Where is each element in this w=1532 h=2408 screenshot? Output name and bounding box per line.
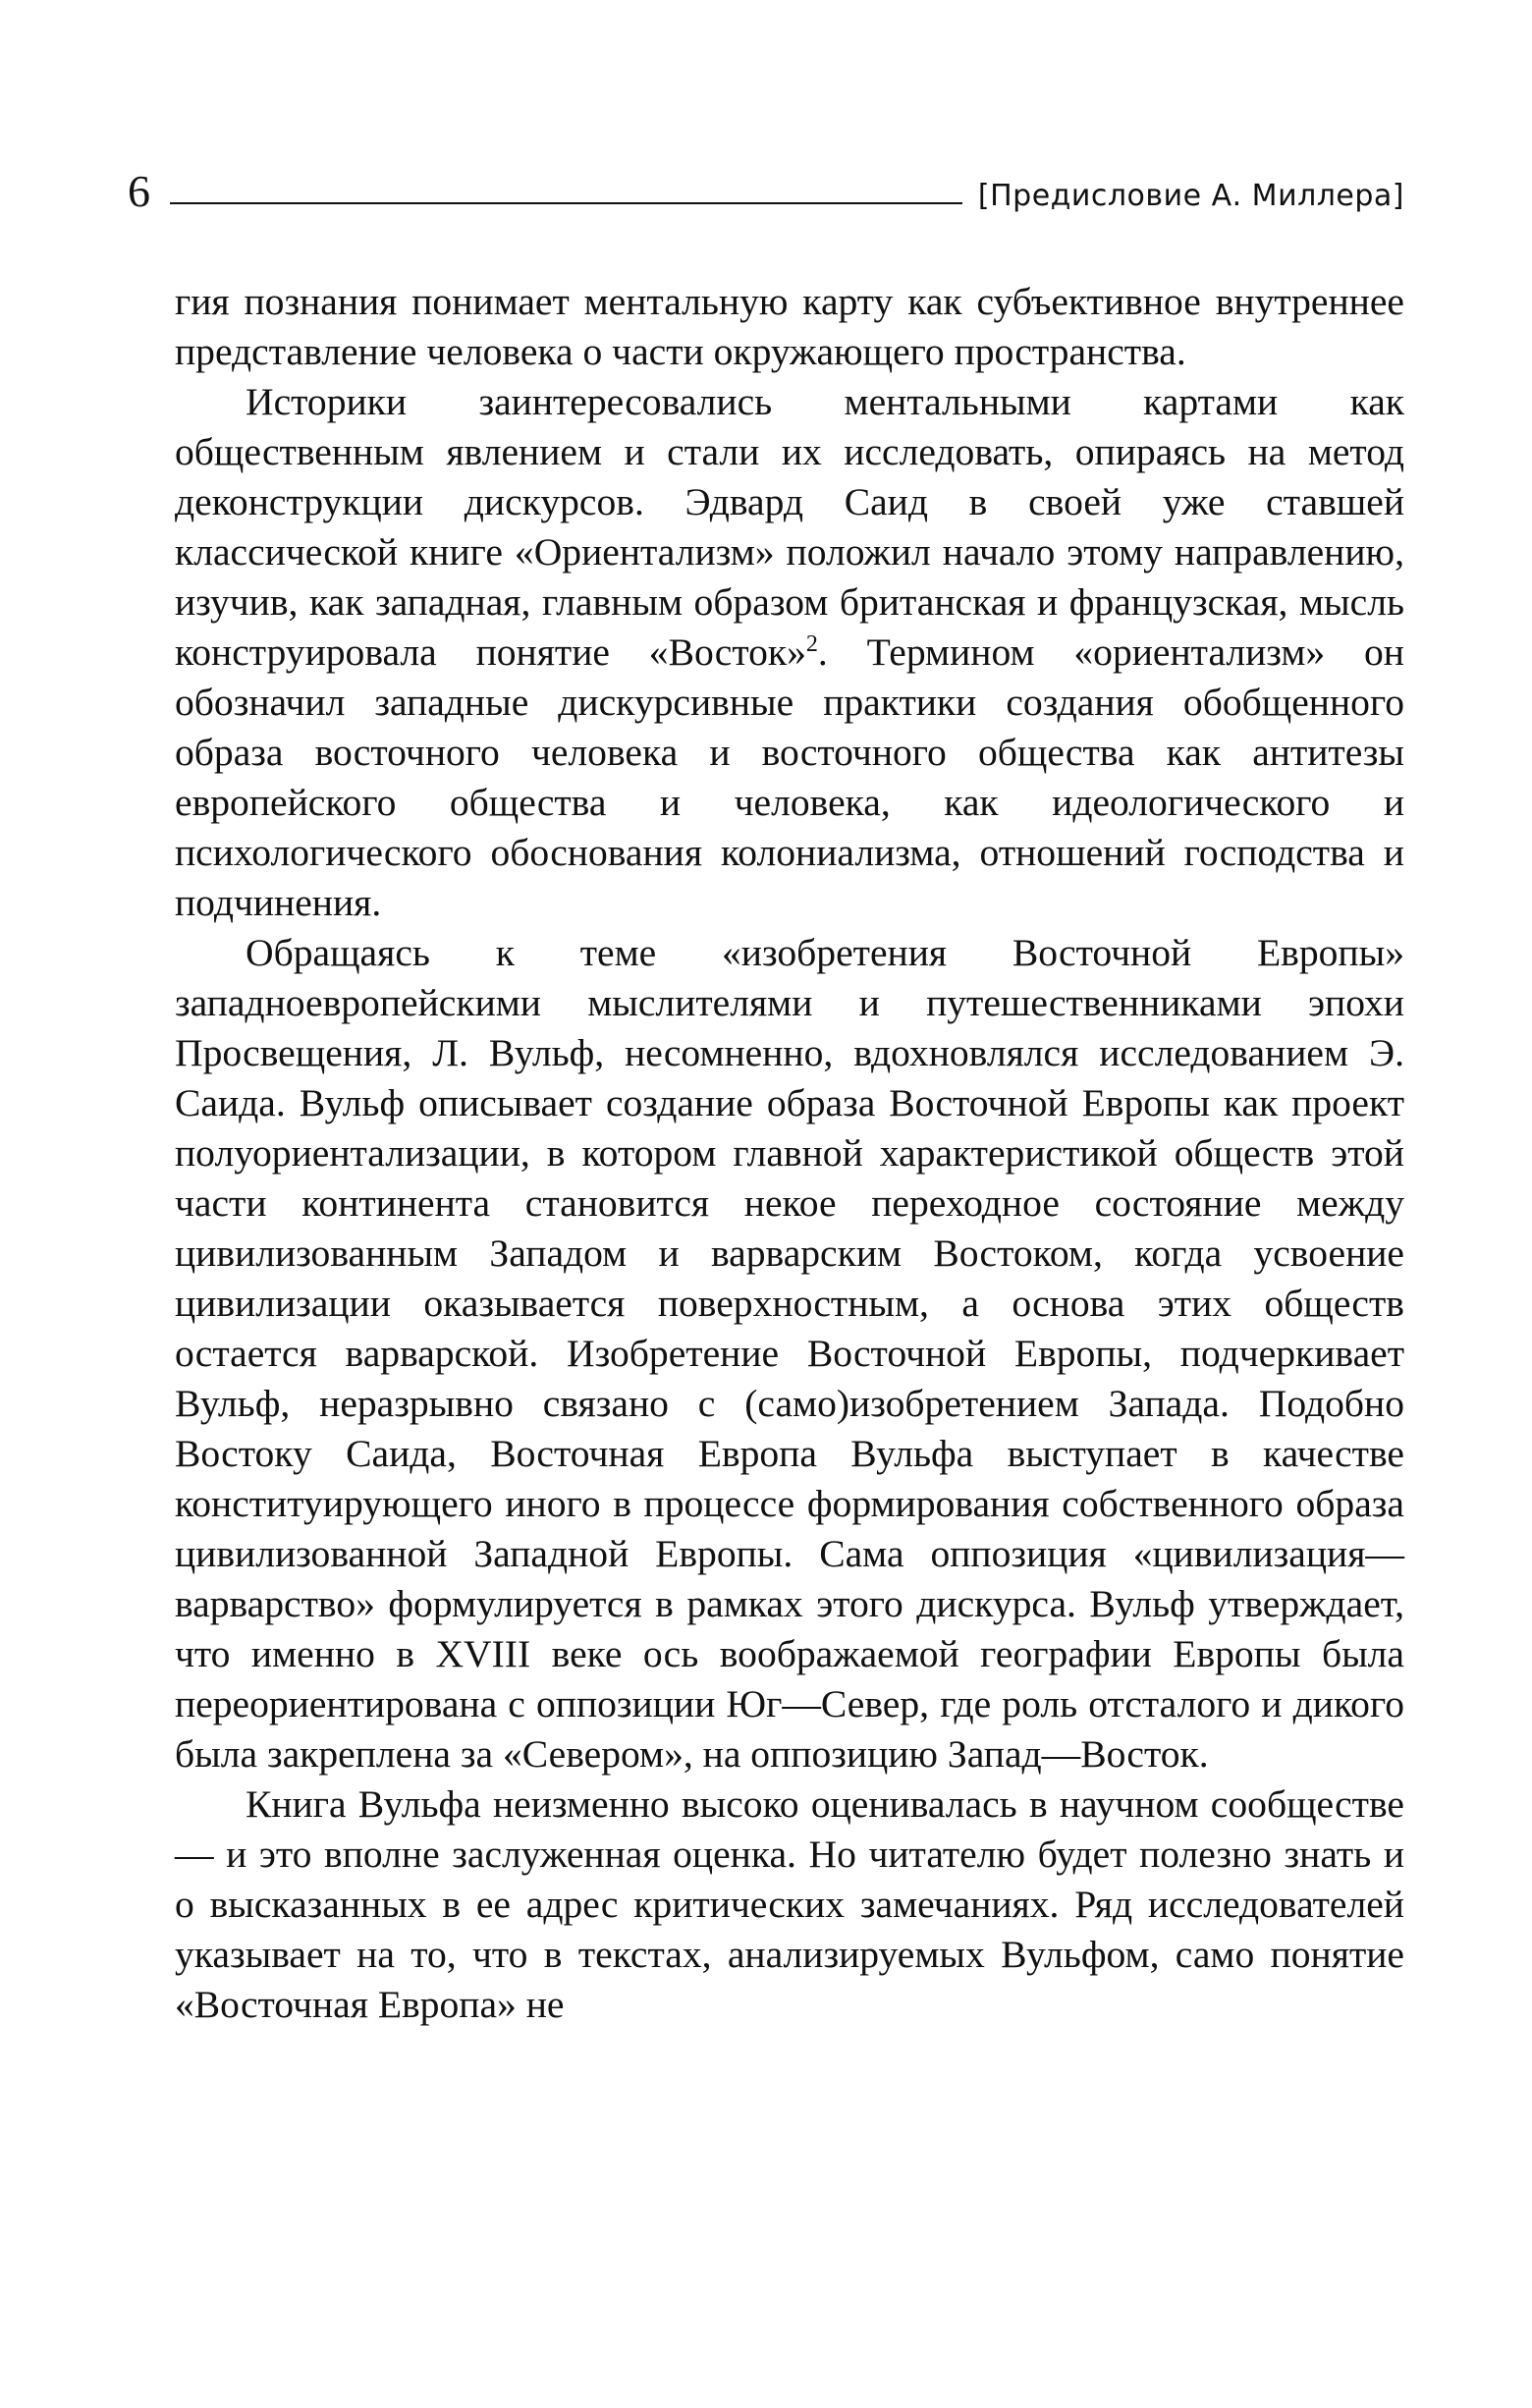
body-text xyxy=(175,277,1404,2030)
header-rule xyxy=(170,202,962,204)
paragraph-3: Обращаясь к теме «изобретения Восточной Европы» западноевропейскими мыслителями и путешественниками эпохи Просвещения, Л. Вульф, несомненно, вдохновлялся исследованием Э. Саида. Вульф описывает создание образа Восточной Европы как проект полуориентализации, в котором главной характеристикой обществ этой части континента становится некое переходное состояние между цивилизованным Западом и варварским Востоком, когда усвоение цивилизации оказывается поверхностным, а основа этих обществ остается варварской. Изобретение Восточной Европы, подчеркивает Вульф, неразрывно связано с (само)изобретением Запада. Подобно Востоку Саида, Восточная Европа Вульфа выступает в качестве конституирующего иного в процессе формирования собственного образа цивилизованной Западной Европы. Сама оппозиция «цивилизация—варварство» формулируется в рамках этого дискурса. Вульф утверждает, что именно в XVIII веке ось воображаемой географии Европы была переориентирована с оппозиции Юг—Север, где роль отсталого и дикого была закреплена за «Севером», на оппозицию Запад—Восток. xyxy=(175,931,1404,1776)
running-title: [Предисловие А. Миллера] xyxy=(977,179,1404,213)
paragraph-2-text-a: Историки заинтересовались ментальными картами как общественным явлением и стали их исследовать, опираясь на метод деконструкции дискурсов. Эдвард Саид в своей уже ставшей классической книге «Ориентализм» положил начало этому направлению, изучив, как западная, главным образом британская и французская, мысль конструировала понятие «Восток» xyxy=(175,380,1404,674)
paragraph-4: Книга Вульфа неизменно высоко оценивалась в научном сообществе — и это вполне заслуженная оценка. Но читателю будет полезно знать и о высказанных в ее адрес критических замечаниях. Ряд исследователей указывает на то, что в текстах, анализируемых Вульфом, само понятие «Восточная Европа» не xyxy=(175,1782,1404,2026)
footnote-ref-2: 2 xyxy=(805,630,818,657)
page-number: 6 xyxy=(128,166,150,216)
paragraph-1: гия познания понимает ментальную карту как субъективное внутреннее представление человека о части окружающего пространства. xyxy=(175,280,1404,373)
paragraph-2-text-b: . Термином «ориентализм» он обозначил западные дискурсивные практики создания обобщенного образа восточного человека и восточного общества как антитезы европейского общества и человека, как идеологического и психологического обоснования колониализма, отношений господства и подчинения. xyxy=(175,630,1404,924)
running-head xyxy=(128,157,1404,216)
paragraph-2 xyxy=(175,377,1404,928)
